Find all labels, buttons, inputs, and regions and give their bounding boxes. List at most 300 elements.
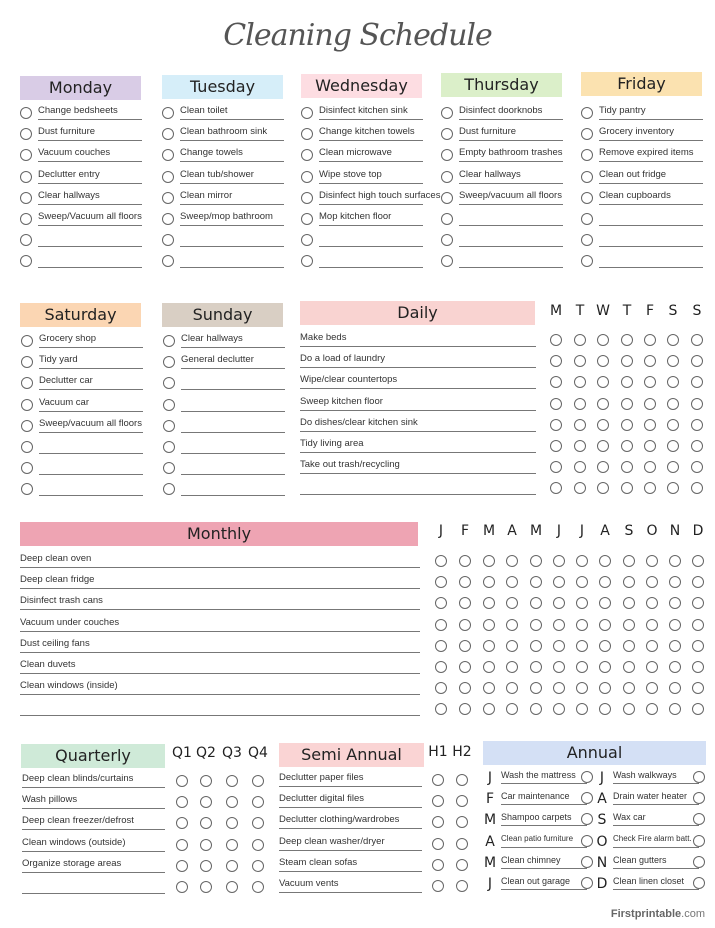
- checkbox[interactable]: [621, 355, 633, 367]
- task-label[interactable]: Do dishes/clear kitchen sink: [300, 416, 536, 432]
- checkbox[interactable]: [692, 555, 704, 567]
- task-label[interactable]: Disinfect kitchen sink: [319, 104, 423, 120]
- checkbox[interactable]: [456, 859, 468, 871]
- checkbox[interactable]: [669, 703, 681, 715]
- checkbox[interactable]: [506, 619, 518, 631]
- checkbox[interactable]: [226, 796, 238, 808]
- task-label[interactable]: Clear hallways: [38, 189, 142, 205]
- task-label[interactable]: Check Fire alarm batt.: [613, 832, 699, 848]
- checkbox[interactable]: [646, 661, 658, 673]
- checkbox[interactable]: [599, 640, 611, 652]
- checkbox[interactable]: [162, 213, 174, 225]
- task-label[interactable]: Grocery shop: [39, 332, 143, 348]
- checkbox[interactable]: [459, 640, 471, 652]
- task-label[interactable]: Clear hallways: [181, 332, 285, 348]
- checkbox[interactable]: [176, 881, 188, 893]
- checkbox[interactable]: [574, 440, 586, 452]
- task-label[interactable]: Clean tub/shower: [180, 168, 284, 184]
- checkbox[interactable]: [163, 356, 175, 368]
- checkbox[interactable]: [644, 440, 656, 452]
- checkbox[interactable]: [693, 771, 705, 783]
- checkbox[interactable]: [459, 597, 471, 609]
- task-label[interactable]: [20, 700, 420, 716]
- task-label[interactable]: Wash walkways: [613, 768, 699, 784]
- checkbox[interactable]: [20, 128, 32, 140]
- checkbox[interactable]: [550, 398, 562, 410]
- task-label[interactable]: Declutter entry: [38, 168, 142, 184]
- checkbox[interactable]: [530, 576, 542, 588]
- task-label[interactable]: [38, 231, 142, 247]
- checkbox[interactable]: [574, 334, 586, 346]
- checkbox[interactable]: [693, 856, 705, 868]
- task-label[interactable]: Change towels: [180, 146, 284, 162]
- checkbox[interactable]: [644, 398, 656, 410]
- checkbox[interactable]: [623, 640, 635, 652]
- checkbox[interactable]: [200, 775, 212, 787]
- checkbox[interactable]: [574, 355, 586, 367]
- task-label[interactable]: Wash the mattress: [501, 768, 587, 784]
- checkbox[interactable]: [553, 619, 565, 631]
- checkbox[interactable]: [530, 661, 542, 673]
- checkbox[interactable]: [530, 597, 542, 609]
- task-label[interactable]: Organize storage areas: [22, 857, 165, 873]
- task-label[interactable]: [180, 231, 284, 247]
- checkbox[interactable]: [163, 483, 175, 495]
- task-label[interactable]: Shampoo carpets: [501, 810, 587, 826]
- checkbox[interactable]: [252, 817, 264, 829]
- checkbox[interactable]: [456, 816, 468, 828]
- checkbox[interactable]: [669, 619, 681, 631]
- checkbox[interactable]: [301, 128, 313, 140]
- task-label[interactable]: Sweep/vacuum all floors: [39, 417, 143, 433]
- task-label[interactable]: Clean chimney: [501, 853, 587, 869]
- checkbox[interactable]: [435, 682, 447, 694]
- task-label[interactable]: Declutter car: [39, 374, 143, 390]
- task-label[interactable]: Empty bathroom trashes: [459, 146, 563, 162]
- checkbox[interactable]: [644, 419, 656, 431]
- checkbox[interactable]: [456, 795, 468, 807]
- checkbox[interactable]: [692, 597, 704, 609]
- task-label[interactable]: [38, 252, 142, 268]
- checkbox[interactable]: [432, 880, 444, 892]
- checkbox[interactable]: [441, 192, 453, 204]
- checkbox[interactable]: [693, 877, 705, 889]
- task-label[interactable]: Deep clean washer/dryer: [279, 835, 422, 851]
- checkbox[interactable]: [550, 334, 562, 346]
- checkbox[interactable]: [692, 703, 704, 715]
- checkbox[interactable]: [553, 555, 565, 567]
- task-label[interactable]: Steam clean sofas: [279, 856, 422, 872]
- checkbox[interactable]: [692, 576, 704, 588]
- checkbox[interactable]: [163, 462, 175, 474]
- checkbox[interactable]: [576, 576, 588, 588]
- checkbox[interactable]: [599, 555, 611, 567]
- task-label[interactable]: Vacuum vents: [279, 877, 422, 893]
- task-label[interactable]: [181, 396, 285, 412]
- checkbox[interactable]: [506, 597, 518, 609]
- checkbox[interactable]: [21, 356, 33, 368]
- task-label[interactable]: [459, 231, 563, 247]
- checkbox[interactable]: [163, 335, 175, 347]
- checkbox[interactable]: [574, 461, 586, 473]
- task-label[interactable]: Sweep/mop bathroom: [180, 210, 284, 226]
- checkbox[interactable]: [432, 795, 444, 807]
- task-label[interactable]: Change kitchen towels: [319, 125, 423, 141]
- task-label[interactable]: General declutter: [181, 353, 285, 369]
- checkbox[interactable]: [576, 555, 588, 567]
- checkbox[interactable]: [483, 619, 495, 631]
- checkbox[interactable]: [581, 192, 593, 204]
- checkbox[interactable]: [553, 597, 565, 609]
- checkbox[interactable]: [599, 576, 611, 588]
- task-label[interactable]: Clean windows (inside): [20, 679, 420, 695]
- checkbox[interactable]: [644, 334, 656, 346]
- checkbox[interactable]: [576, 619, 588, 631]
- checkbox[interactable]: [646, 576, 658, 588]
- checkbox[interactable]: [432, 816, 444, 828]
- checkbox[interactable]: [667, 376, 679, 388]
- task-label[interactable]: Sweep/Vacuum all floors: [38, 210, 142, 226]
- task-label[interactable]: Grocery inventory: [599, 125, 703, 141]
- task-label[interactable]: [181, 459, 285, 475]
- checkbox[interactable]: [441, 149, 453, 161]
- task-label[interactable]: Do a load of laundry: [300, 352, 536, 368]
- checkbox[interactable]: [574, 419, 586, 431]
- checkbox[interactable]: [162, 128, 174, 140]
- checkbox[interactable]: [646, 640, 658, 652]
- checkbox[interactable]: [667, 355, 679, 367]
- task-label[interactable]: [181, 438, 285, 454]
- checkbox[interactable]: [550, 482, 562, 494]
- task-label[interactable]: Vacuum under couches: [20, 616, 420, 632]
- checkbox[interactable]: [621, 461, 633, 473]
- checkbox[interactable]: [21, 335, 33, 347]
- task-label[interactable]: [39, 438, 143, 454]
- checkbox[interactable]: [692, 640, 704, 652]
- checkbox[interactable]: [597, 419, 609, 431]
- checkbox[interactable]: [441, 171, 453, 183]
- checkbox[interactable]: [667, 482, 679, 494]
- checkbox[interactable]: [691, 440, 703, 452]
- checkbox[interactable]: [621, 419, 633, 431]
- task-label[interactable]: Clean duvets: [20, 658, 420, 674]
- checkbox[interactable]: [176, 817, 188, 829]
- checkbox[interactable]: [21, 399, 33, 411]
- task-label[interactable]: [599, 210, 703, 226]
- task-label[interactable]: Mop kitchen floor: [319, 210, 423, 226]
- checkbox[interactable]: [667, 419, 679, 431]
- task-label[interactable]: Drain water heater: [613, 789, 699, 805]
- task-label[interactable]: Wipe/clear countertops: [300, 373, 536, 389]
- task-label[interactable]: Clean patio furniture: [501, 832, 587, 848]
- checkbox[interactable]: [483, 682, 495, 694]
- checkbox[interactable]: [441, 213, 453, 225]
- checkbox[interactable]: [644, 482, 656, 494]
- task-label[interactable]: Take out trash/recycling: [300, 458, 536, 474]
- checkbox[interactable]: [21, 483, 33, 495]
- checkbox[interactable]: [432, 838, 444, 850]
- checkbox[interactable]: [200, 817, 212, 829]
- checkbox[interactable]: [435, 619, 447, 631]
- checkbox[interactable]: [553, 576, 565, 588]
- checkbox[interactable]: [669, 682, 681, 694]
- checkbox[interactable]: [691, 419, 703, 431]
- checkbox[interactable]: [692, 682, 704, 694]
- checkbox[interactable]: [459, 661, 471, 673]
- checkbox[interactable]: [20, 171, 32, 183]
- task-label[interactable]: Clean toilet: [180, 104, 284, 120]
- checkbox[interactable]: [506, 661, 518, 673]
- checkbox[interactable]: [597, 355, 609, 367]
- task-label[interactable]: Sweep kitchen floor: [300, 395, 536, 411]
- checkbox[interactable]: [599, 703, 611, 715]
- task-label[interactable]: [319, 231, 423, 247]
- checkbox[interactable]: [623, 703, 635, 715]
- checkbox[interactable]: [644, 355, 656, 367]
- checkbox[interactable]: [163, 399, 175, 411]
- checkbox[interactable]: [581, 149, 593, 161]
- task-label[interactable]: Clean bathroom sink: [180, 125, 284, 141]
- task-label[interactable]: Dust furniture: [459, 125, 563, 141]
- checkbox[interactable]: [200, 796, 212, 808]
- checkbox[interactable]: [581, 107, 593, 119]
- checkbox[interactable]: [226, 839, 238, 851]
- checkbox[interactable]: [483, 576, 495, 588]
- checkbox[interactable]: [667, 440, 679, 452]
- task-label[interactable]: [39, 459, 143, 475]
- task-label[interactable]: Declutter clothing/wardrobes: [279, 813, 422, 829]
- task-label[interactable]: [300, 479, 536, 495]
- task-label[interactable]: Deep clean fridge: [20, 573, 420, 589]
- checkbox[interactable]: [176, 839, 188, 851]
- task-label[interactable]: Deep clean blinds/curtains: [22, 772, 165, 788]
- checkbox[interactable]: [581, 213, 593, 225]
- checkbox[interactable]: [530, 703, 542, 715]
- task-label[interactable]: [181, 374, 285, 390]
- checkbox[interactable]: [574, 482, 586, 494]
- checkbox[interactable]: [691, 334, 703, 346]
- checkbox[interactable]: [301, 149, 313, 161]
- checkbox[interactable]: [667, 398, 679, 410]
- task-label[interactable]: Sweep/vacuum all floors: [459, 189, 563, 205]
- checkbox[interactable]: [20, 149, 32, 161]
- checkbox[interactable]: [226, 881, 238, 893]
- checkbox[interactable]: [581, 234, 593, 246]
- checkbox[interactable]: [693, 813, 705, 825]
- checkbox[interactable]: [576, 682, 588, 694]
- checkbox[interactable]: [576, 640, 588, 652]
- checkbox[interactable]: [301, 255, 313, 267]
- task-label[interactable]: Disinfect trash cans: [20, 594, 420, 610]
- task-label[interactable]: [459, 210, 563, 226]
- checkbox[interactable]: [693, 835, 705, 847]
- checkbox[interactable]: [621, 482, 633, 494]
- checkbox[interactable]: [691, 461, 703, 473]
- checkbox[interactable]: [435, 555, 447, 567]
- checkbox[interactable]: [456, 774, 468, 786]
- checkbox[interactable]: [667, 334, 679, 346]
- task-label[interactable]: Car maintenance: [501, 789, 587, 805]
- task-label[interactable]: Wax car: [613, 810, 699, 826]
- checkbox[interactable]: [691, 376, 703, 388]
- checkbox[interactable]: [599, 597, 611, 609]
- checkbox[interactable]: [574, 398, 586, 410]
- checkbox[interactable]: [200, 881, 212, 893]
- checkbox[interactable]: [506, 576, 518, 588]
- checkbox[interactable]: [506, 640, 518, 652]
- checkbox[interactable]: [459, 555, 471, 567]
- checkbox[interactable]: [163, 377, 175, 389]
- checkbox[interactable]: [176, 860, 188, 872]
- checkbox[interactable]: [20, 107, 32, 119]
- checkbox[interactable]: [623, 619, 635, 631]
- checkbox[interactable]: [597, 440, 609, 452]
- checkbox[interactable]: [669, 640, 681, 652]
- task-label[interactable]: Clean microwave: [319, 146, 423, 162]
- checkbox[interactable]: [691, 355, 703, 367]
- checkbox[interactable]: [597, 376, 609, 388]
- task-label[interactable]: Clean mirror: [180, 189, 284, 205]
- checkbox[interactable]: [301, 171, 313, 183]
- checkbox[interactable]: [21, 377, 33, 389]
- checkbox[interactable]: [252, 881, 264, 893]
- checkbox[interactable]: [252, 775, 264, 787]
- checkbox[interactable]: [597, 461, 609, 473]
- task-label[interactable]: Clean linen closet: [613, 874, 699, 890]
- checkbox[interactable]: [530, 682, 542, 694]
- checkbox[interactable]: [162, 149, 174, 161]
- checkbox[interactable]: [597, 398, 609, 410]
- checkbox[interactable]: [550, 355, 562, 367]
- task-label[interactable]: Clean gutters: [613, 853, 699, 869]
- task-label[interactable]: [181, 480, 285, 496]
- checkbox[interactable]: [553, 661, 565, 673]
- task-label[interactable]: [22, 878, 165, 894]
- task-label[interactable]: Tidy yard: [39, 353, 143, 369]
- checkbox[interactable]: [301, 213, 313, 225]
- checkbox[interactable]: [692, 661, 704, 673]
- checkbox[interactable]: [599, 682, 611, 694]
- checkbox[interactable]: [441, 234, 453, 246]
- checkbox[interactable]: [252, 796, 264, 808]
- checkbox[interactable]: [176, 796, 188, 808]
- checkbox[interactable]: [441, 255, 453, 267]
- task-label[interactable]: Disinfect high touch surfaces: [319, 189, 423, 205]
- task-label[interactable]: [39, 480, 143, 496]
- checkbox[interactable]: [162, 234, 174, 246]
- checkbox[interactable]: [623, 682, 635, 694]
- checkbox[interactable]: [644, 461, 656, 473]
- checkbox[interactable]: [550, 376, 562, 388]
- task-label[interactable]: Tidy living area: [300, 437, 536, 453]
- checkbox[interactable]: [441, 107, 453, 119]
- checkbox[interactable]: [597, 482, 609, 494]
- checkbox[interactable]: [483, 640, 495, 652]
- task-label[interactable]: Clear hallways: [459, 168, 563, 184]
- checkbox[interactable]: [162, 107, 174, 119]
- task-label[interactable]: [180, 252, 284, 268]
- checkbox[interactable]: [623, 576, 635, 588]
- checkbox[interactable]: [691, 398, 703, 410]
- task-label[interactable]: Deep clean oven: [20, 552, 420, 568]
- checkbox[interactable]: [646, 682, 658, 694]
- task-label[interactable]: [599, 252, 703, 268]
- checkbox[interactable]: [506, 703, 518, 715]
- checkbox[interactable]: [646, 555, 658, 567]
- task-label[interactable]: Change bedsheets: [38, 104, 142, 120]
- checkbox[interactable]: [692, 619, 704, 631]
- task-label[interactable]: Disinfect doorknobs: [459, 104, 563, 120]
- checkbox[interactable]: [163, 441, 175, 453]
- checkbox[interactable]: [483, 555, 495, 567]
- checkbox[interactable]: [669, 555, 681, 567]
- checkbox[interactable]: [483, 597, 495, 609]
- task-label[interactable]: Dust furniture: [38, 125, 142, 141]
- checkbox[interactable]: [21, 420, 33, 432]
- checkbox[interactable]: [550, 461, 562, 473]
- checkbox[interactable]: [646, 703, 658, 715]
- task-label[interactable]: Vacuum car: [39, 396, 143, 412]
- checkbox[interactable]: [432, 859, 444, 871]
- task-label[interactable]: Declutter digital files: [279, 792, 422, 808]
- checkbox[interactable]: [441, 128, 453, 140]
- checkbox[interactable]: [623, 597, 635, 609]
- checkbox[interactable]: [20, 255, 32, 267]
- checkbox[interactable]: [20, 192, 32, 204]
- checkbox[interactable]: [252, 839, 264, 851]
- checkbox[interactable]: [301, 234, 313, 246]
- checkbox[interactable]: [435, 703, 447, 715]
- checkbox[interactable]: [691, 482, 703, 494]
- task-label[interactable]: Clean out garage: [501, 874, 587, 890]
- checkbox[interactable]: [226, 860, 238, 872]
- checkbox[interactable]: [530, 640, 542, 652]
- task-label[interactable]: Vacuum couches: [38, 146, 142, 162]
- checkbox[interactable]: [176, 775, 188, 787]
- checkbox[interactable]: [576, 661, 588, 673]
- checkbox[interactable]: [483, 661, 495, 673]
- checkbox[interactable]: [506, 682, 518, 694]
- checkbox[interactable]: [483, 703, 495, 715]
- checkbox[interactable]: [459, 576, 471, 588]
- checkbox[interactable]: [20, 213, 32, 225]
- checkbox[interactable]: [435, 576, 447, 588]
- checkbox[interactable]: [163, 420, 175, 432]
- checkbox[interactable]: [162, 171, 174, 183]
- task-label[interactable]: Make beds: [300, 331, 536, 347]
- checkbox[interactable]: [301, 192, 313, 204]
- checkbox[interactable]: [162, 192, 174, 204]
- checkbox[interactable]: [20, 234, 32, 246]
- checkbox[interactable]: [432, 774, 444, 786]
- task-label[interactable]: Wipe stove top: [319, 168, 423, 184]
- checkbox[interactable]: [162, 255, 174, 267]
- checkbox[interactable]: [435, 640, 447, 652]
- checkbox[interactable]: [581, 128, 593, 140]
- checkbox[interactable]: [506, 555, 518, 567]
- task-label[interactable]: [459, 252, 563, 268]
- checkbox[interactable]: [646, 619, 658, 631]
- checkbox[interactable]: [667, 461, 679, 473]
- checkbox[interactable]: [459, 619, 471, 631]
- checkbox[interactable]: [553, 682, 565, 694]
- checkbox[interactable]: [574, 376, 586, 388]
- checkbox[interactable]: [200, 860, 212, 872]
- checkbox[interactable]: [530, 619, 542, 631]
- checkbox[interactable]: [456, 880, 468, 892]
- checkbox[interactable]: [226, 775, 238, 787]
- task-label[interactable]: Clean windows (outside): [22, 836, 165, 852]
